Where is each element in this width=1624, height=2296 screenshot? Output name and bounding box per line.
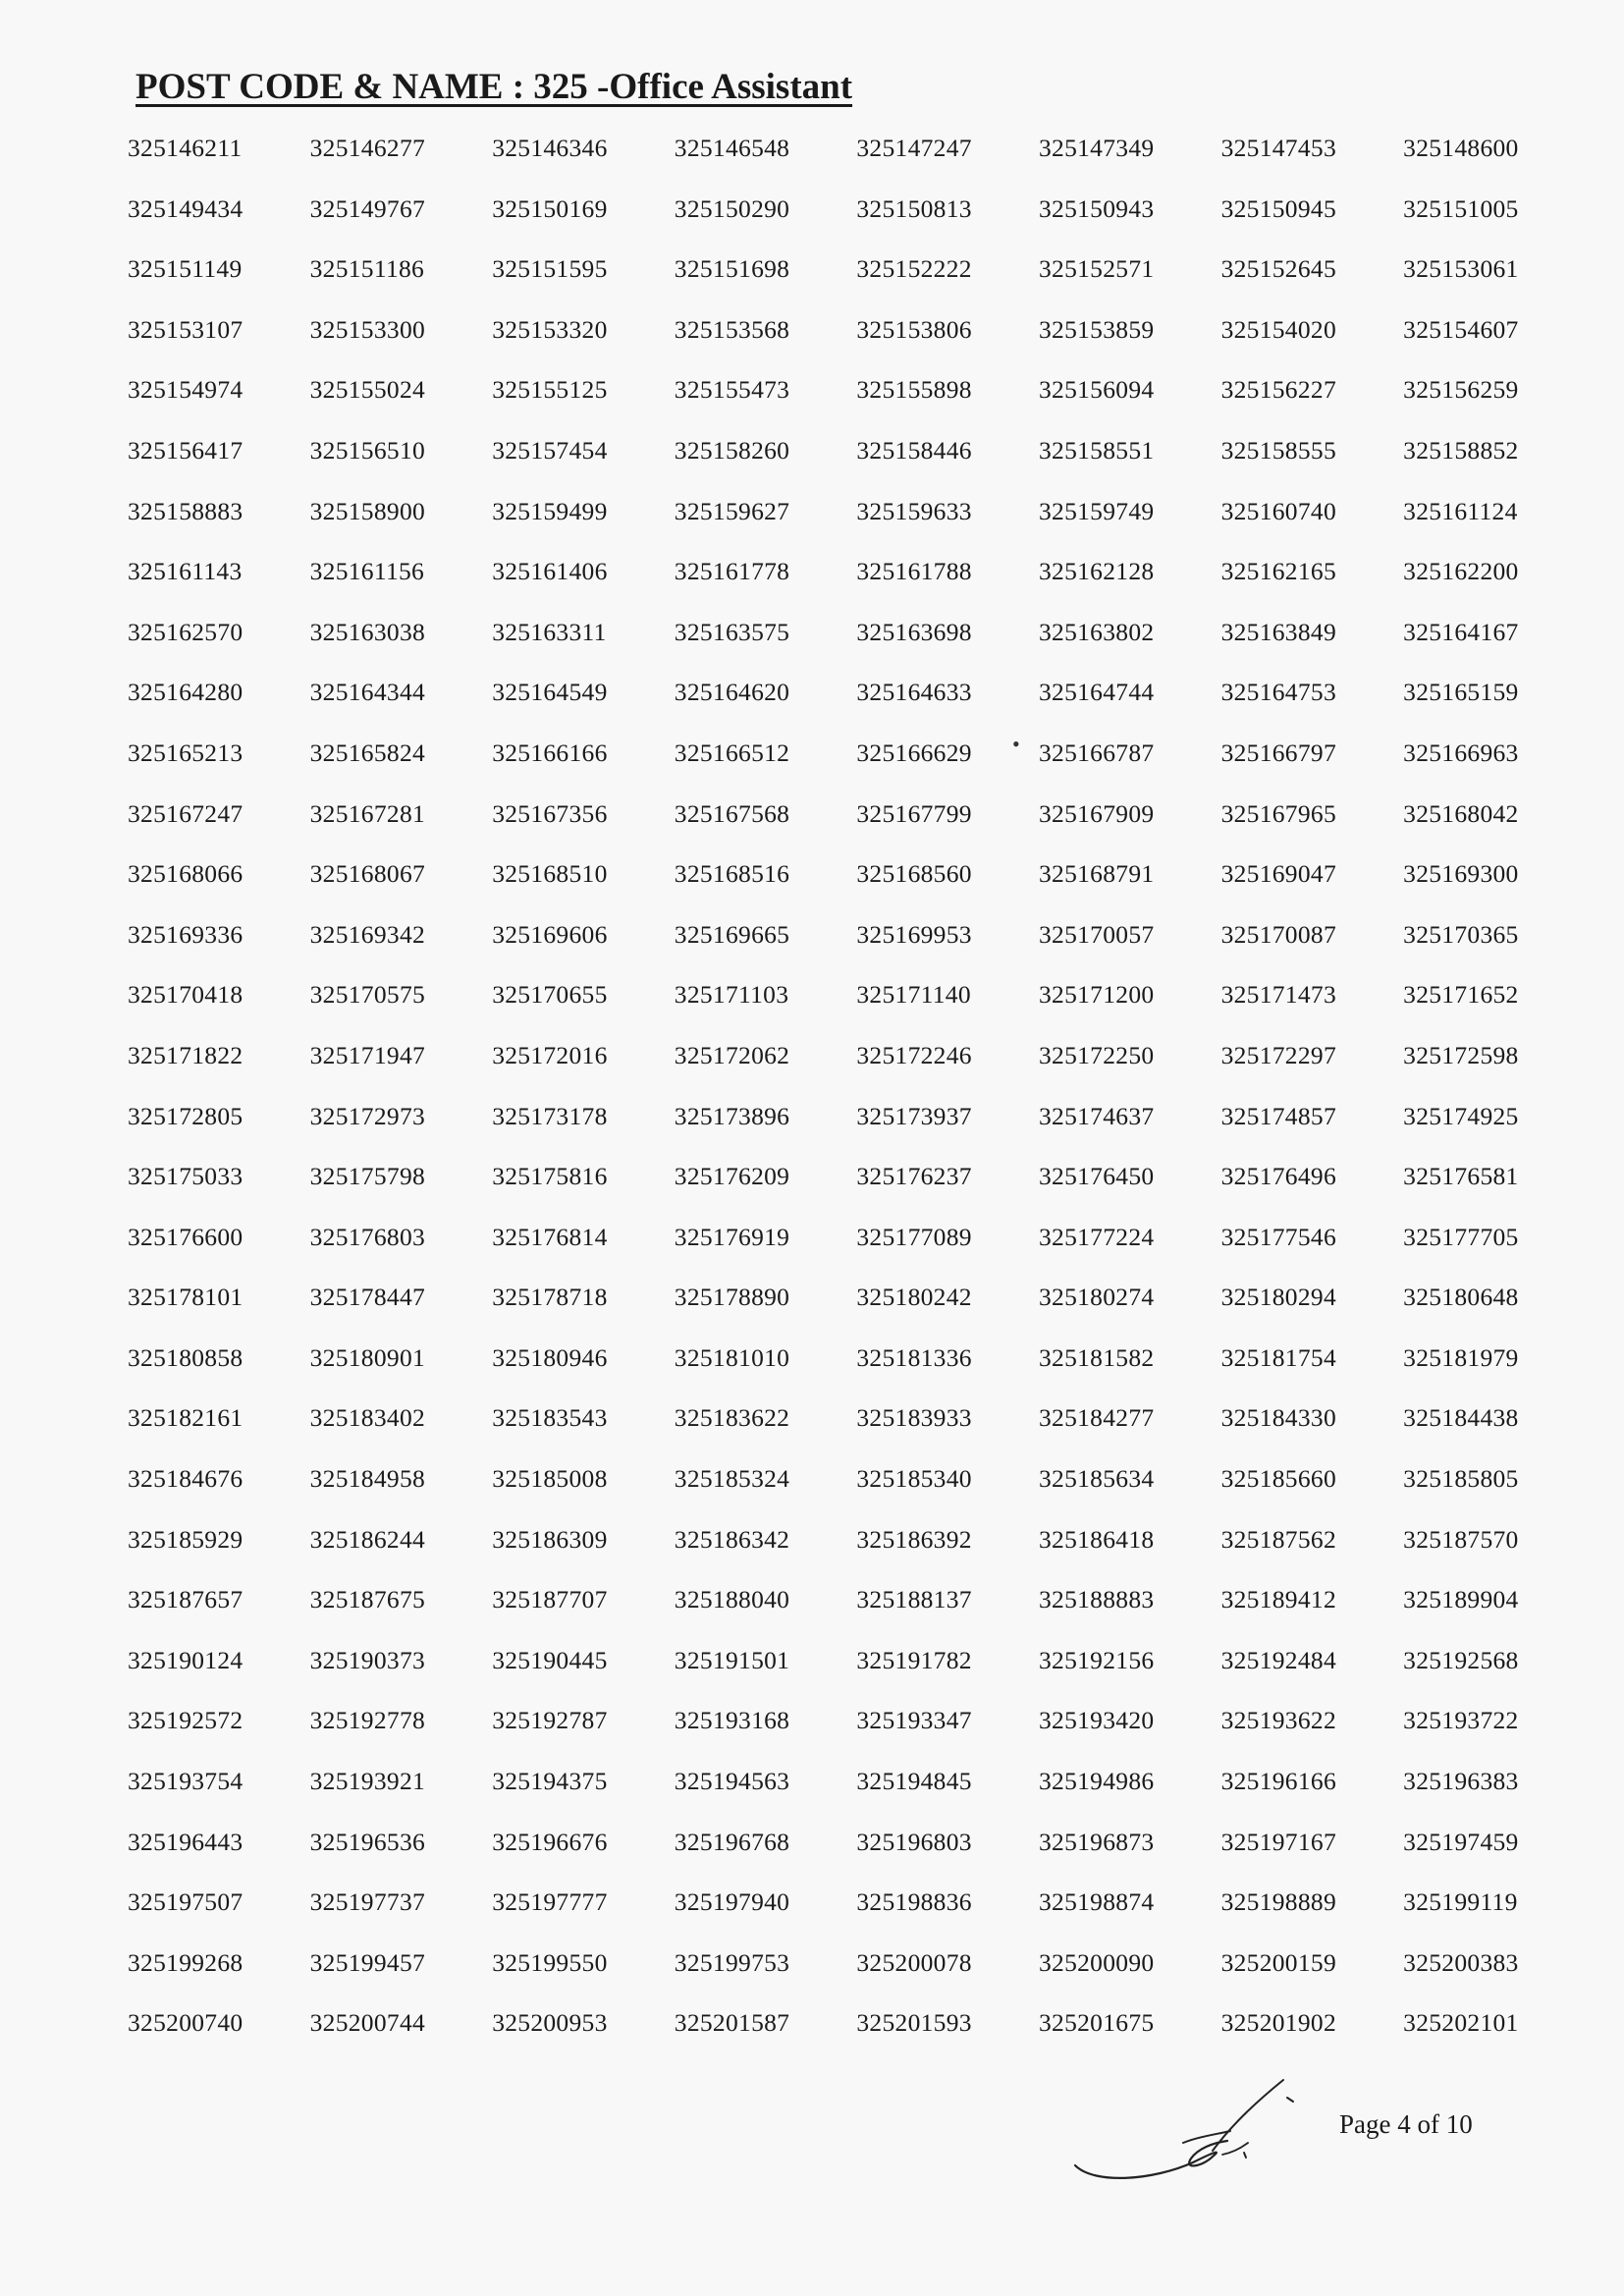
roll-number-cell: 325164633 <box>856 678 972 707</box>
roll-number-cell: 325153061 <box>1403 254 1519 284</box>
roll-number-cell: 325170418 <box>128 980 244 1010</box>
roll-number-cell: 325176814 <box>492 1222 608 1251</box>
roll-number-cell: 325158900 <box>309 496 426 525</box>
roll-number-cell: 325196873 <box>1038 1827 1155 1856</box>
roll-number-cell: 325147453 <box>1220 134 1337 162</box>
roll-number-cell: 325167909 <box>1038 798 1155 828</box>
roll-number-cell: 325171947 <box>309 1040 426 1069</box>
roll-number-cell: 325184277 <box>1038 1403 1155 1433</box>
roll-number-cell: 325170057 <box>1038 919 1155 949</box>
roll-number-cell: 325184676 <box>128 1464 244 1494</box>
roll-number-cell: 325167568 <box>674 798 790 828</box>
roll-number-cell: 325150945 <box>1220 193 1337 223</box>
roll-number-cell: 325155898 <box>856 375 972 405</box>
roll-number-cell: 325177705 <box>1403 1222 1519 1251</box>
roll-number-cell: 325158551 <box>1038 435 1155 465</box>
roll-number-cell: 325171103 <box>674 980 789 1010</box>
roll-number-cell: 325171473 <box>1220 980 1337 1010</box>
roll-number-cell: 325191782 <box>856 1645 972 1674</box>
roll-number-cell: 325158883 <box>128 496 244 525</box>
roll-number-cell: 325171652 <box>1403 980 1519 1010</box>
roll-number-cell: 325168066 <box>128 859 244 889</box>
roll-number-cell: 325187570 <box>1403 1524 1519 1554</box>
roll-number-cell: 325188040 <box>674 1585 790 1614</box>
roll-number-cell: 325151149 <box>128 254 243 284</box>
roll-number-cell: 325196536 <box>309 1827 426 1856</box>
roll-number-cell: 325146211 <box>128 134 243 162</box>
roll-number-cell: 325193420 <box>1038 1706 1155 1735</box>
roll-number-cell: 325158852 <box>1403 435 1519 465</box>
roll-number-cell: 325173896 <box>674 1101 790 1130</box>
roll-number-cell: 325181979 <box>1403 1342 1519 1372</box>
roll-number-cell: 325164280 <box>128 678 244 707</box>
roll-number-cell: 325165824 <box>309 738 426 767</box>
roll-number-cell: 325202101 <box>1403 2008 1519 2038</box>
roll-number-cell: 325185340 <box>856 1464 972 1494</box>
roll-number-cell: 325200740 <box>128 2008 244 2038</box>
roll-number-cell: 325169665 <box>674 919 790 949</box>
roll-number-cell: 325162128 <box>1038 557 1155 586</box>
roll-number-cell: 325161156 <box>309 557 425 586</box>
roll-number-cell: 325146346 <box>492 134 608 162</box>
roll-number-cell: 325171140 <box>856 980 971 1010</box>
roll-number-cell: 325176496 <box>1220 1162 1337 1191</box>
roll-number-cell: 325197777 <box>492 1887 608 1917</box>
roll-number-cell: 325176600 <box>128 1222 244 1251</box>
roll-number-cell: 325184330 <box>1220 1403 1337 1433</box>
roll-number-cell: 325180274 <box>1038 1283 1155 1312</box>
roll-number-cell: 325174925 <box>1403 1101 1519 1130</box>
roll-number-cell: 325181754 <box>1220 1342 1337 1372</box>
roll-number-cell: 325196676 <box>492 1827 608 1856</box>
roll-number-cell: 325155024 <box>309 375 426 405</box>
roll-number-cell: 325159499 <box>492 496 608 525</box>
roll-number-cell: 325165213 <box>128 738 244 767</box>
roll-number-cell: 325187657 <box>128 1585 244 1614</box>
roll-number-cell: 325185324 <box>674 1464 790 1494</box>
roll-number-cell: 325164744 <box>1038 678 1155 707</box>
roll-number-cell: 325193921 <box>309 1767 426 1796</box>
roll-number-cell: 325180858 <box>128 1342 244 1372</box>
roll-number-cell: 325186342 <box>674 1524 790 1554</box>
roll-number-cell: 325180294 <box>1220 1283 1337 1312</box>
roll-number-cell: 325192778 <box>309 1706 426 1735</box>
roll-number-cell: 325163575 <box>674 617 790 646</box>
roll-number-cell: 325186392 <box>856 1524 972 1554</box>
roll-number-cell: 325191501 <box>674 1645 790 1674</box>
roll-number-cell: 325201593 <box>856 2008 972 2038</box>
roll-number-cell: 325174857 <box>1220 1101 1337 1130</box>
roll-number-cell: 325180946 <box>492 1342 608 1372</box>
roll-number-cell: 325190124 <box>128 1645 244 1674</box>
page-number: Page 4 of 10 <box>1339 2109 1473 2139</box>
roll-number-cell: 325158260 <box>674 435 790 465</box>
roll-number-cell: 325187675 <box>309 1585 426 1614</box>
roll-number-cell: 325153806 <box>856 314 972 344</box>
roll-number-cell: 325185660 <box>1220 1464 1337 1494</box>
signature-image <box>1065 2072 1301 2200</box>
roll-number-cell: 325161778 <box>674 557 790 586</box>
roll-number-cell: 325198836 <box>856 1887 972 1917</box>
roll-number-cell: 325159633 <box>856 496 972 525</box>
roll-number-cell: 325149434 <box>128 193 244 223</box>
roll-number-cell: 325157454 <box>492 435 608 465</box>
roll-number-cell: 325158555 <box>1220 435 1337 465</box>
roll-number-cell: 325170087 <box>1220 919 1337 949</box>
roll-number-cell: 325161124 <box>1403 496 1518 525</box>
roll-number-cell: 325173178 <box>492 1101 608 1130</box>
roll-number-cell: 325196803 <box>856 1827 972 1856</box>
roll-number-cell: 325163849 <box>1220 617 1337 646</box>
stray-mark: • <box>1012 732 1020 756</box>
roll-number-cell: 325150813 <box>856 193 972 223</box>
roll-number-cell: 325177089 <box>856 1222 972 1251</box>
roll-number-cell: 325158446 <box>856 435 972 465</box>
roll-number-cell: 325170655 <box>492 980 608 1010</box>
roll-number-cell: 325180901 <box>309 1342 426 1372</box>
roll-number-grid <box>128 125 1551 2060</box>
roll-number-cell: 325181010 <box>674 1342 790 1372</box>
roll-number-cell: 325180648 <box>1403 1283 1519 1312</box>
roll-number-cell: 325166797 <box>1220 738 1337 767</box>
roll-number-cell: 325177224 <box>1038 1222 1155 1251</box>
roll-number-cell: 325186244 <box>309 1524 426 1554</box>
roll-number-cell: 325156259 <box>1403 375 1519 405</box>
roll-number-cell: 325156227 <box>1220 375 1337 405</box>
roll-number-cell: 325164549 <box>492 678 608 707</box>
roll-number-cell: 325189412 <box>1220 1585 1337 1614</box>
roll-number-cell: 325171822 <box>128 1040 244 1069</box>
roll-number-cell: 325176803 <box>309 1222 426 1251</box>
roll-number-cell: 325172297 <box>1220 1040 1337 1069</box>
roll-number-cell: 325164167 <box>1403 617 1519 646</box>
roll-number-cell: 325197507 <box>128 1887 244 1917</box>
roll-number-cell: 325176450 <box>1038 1162 1155 1191</box>
roll-number-cell: 325176237 <box>856 1162 972 1191</box>
roll-number-cell: 325185634 <box>1038 1464 1155 1494</box>
roll-number-cell: 325147349 <box>1038 134 1155 162</box>
roll-number-cell: 325201902 <box>1220 2008 1337 2038</box>
roll-number-cell: 325166512 <box>674 738 790 767</box>
roll-number-cell: 325154974 <box>128 375 244 405</box>
roll-number-cell: 325178890 <box>674 1283 790 1312</box>
roll-number-cell: 325183543 <box>492 1403 608 1433</box>
roll-number-cell: 325153568 <box>674 314 790 344</box>
roll-number-cell: 325160740 <box>1220 496 1337 525</box>
roll-number-cell: 325153320 <box>492 314 608 344</box>
roll-number-cell: 325152645 <box>1220 254 1337 284</box>
roll-number-cell: 325201587 <box>674 2008 790 2038</box>
roll-number-cell: 325172016 <box>492 1040 608 1069</box>
roll-number-cell: 325197167 <box>1220 1827 1337 1856</box>
roll-number-cell: 325172062 <box>674 1040 790 1069</box>
roll-number-cell: 325166787 <box>1038 738 1155 767</box>
roll-number-cell: 325189904 <box>1403 1585 1519 1614</box>
roll-number-cell: 325150169 <box>492 193 608 223</box>
roll-number-cell: 325167799 <box>856 798 972 828</box>
roll-number-cell: 325150290 <box>674 193 790 223</box>
roll-number-cell: 325190373 <box>309 1645 426 1674</box>
roll-number-cell: 325153107 <box>128 314 244 344</box>
roll-number-cell: 325193722 <box>1403 1706 1519 1735</box>
roll-number-cell: 325155473 <box>674 375 790 405</box>
roll-number-cell: 325146277 <box>309 134 426 162</box>
roll-number-cell: 325170575 <box>309 980 426 1010</box>
roll-number-cell: 325177546 <box>1220 1222 1337 1251</box>
roll-number-cell: 325196768 <box>674 1827 790 1856</box>
roll-number-cell: 325171200 <box>1038 980 1155 1010</box>
roll-number-cell: 325156510 <box>309 435 426 465</box>
roll-number-cell: 325169047 <box>1220 859 1337 889</box>
roll-number-cell: 325175798 <box>309 1162 426 1191</box>
roll-number-cell: 325159627 <box>674 496 790 525</box>
roll-number-cell: 325170365 <box>1403 919 1519 949</box>
roll-number-cell: 325176581 <box>1403 1162 1519 1191</box>
roll-number-cell: 325198889 <box>1220 1887 1337 1917</box>
roll-number-cell: 325188883 <box>1038 1585 1155 1614</box>
roll-number-cell: 325147247 <box>856 134 972 162</box>
roll-number-cell: 325164620 <box>674 678 790 707</box>
roll-number-cell: 325154020 <box>1220 314 1337 344</box>
roll-number-cell: 325200090 <box>1038 1947 1155 1977</box>
roll-number-cell: 325199457 <box>309 1947 426 1977</box>
roll-number-cell: 325176919 <box>674 1222 790 1251</box>
roll-number-cell: 325194375 <box>492 1767 608 1796</box>
roll-number-cell: 325172250 <box>1038 1040 1155 1069</box>
roll-number-cell: 325196383 <box>1403 1767 1519 1796</box>
roll-number-cell: 325200078 <box>856 1947 972 1977</box>
roll-number-cell: 325165159 <box>1403 678 1519 707</box>
roll-number-cell: 325184438 <box>1403 1403 1519 1433</box>
roll-number-cell: 325199119 <box>1403 1887 1518 1917</box>
roll-number-cell: 325162570 <box>128 617 244 646</box>
roll-number-cell: 325192156 <box>1038 1645 1155 1674</box>
roll-number-cell: 325197737 <box>309 1887 426 1917</box>
roll-number-cell: 325153300 <box>309 314 426 344</box>
roll-number-cell: 325198874 <box>1038 1887 1155 1917</box>
roll-number-cell: 325175816 <box>492 1162 608 1191</box>
roll-number-cell: 325172805 <box>128 1101 244 1130</box>
roll-number-cell: 325197459 <box>1403 1827 1519 1856</box>
roll-number-cell: 325167965 <box>1220 798 1337 828</box>
roll-number-cell: 325184958 <box>309 1464 426 1494</box>
roll-number-cell: 325168042 <box>1403 798 1519 828</box>
roll-number-cell: 325169336 <box>128 919 244 949</box>
roll-number-cell: 325200744 <box>309 2008 426 2038</box>
roll-number-cell: 325199268 <box>128 1947 244 1977</box>
roll-number-cell: 325168510 <box>492 859 608 889</box>
roll-number-cell: 325163802 <box>1038 617 1155 646</box>
roll-number-cell: 325185008 <box>492 1464 608 1494</box>
roll-number-cell: 325168067 <box>309 859 426 889</box>
roll-number-cell: 325199550 <box>492 1947 608 1977</box>
roll-number-cell: 325146548 <box>674 134 790 162</box>
roll-number-cell: 325169953 <box>856 919 972 949</box>
roll-number-cell: 325178718 <box>492 1283 608 1312</box>
roll-number-cell: 325172246 <box>856 1040 972 1069</box>
roll-number-cell: 325192568 <box>1403 1645 1519 1674</box>
roll-number-cell: 325187707 <box>492 1585 608 1614</box>
roll-number-cell: 325192484 <box>1220 1645 1337 1674</box>
roll-number-cell: 325161406 <box>492 557 608 586</box>
roll-number-cell: 325182161 <box>128 1403 244 1433</box>
roll-number-cell: 325181582 <box>1038 1342 1155 1372</box>
roll-number-cell: 325150943 <box>1038 193 1155 223</box>
roll-number-cell: 325164344 <box>309 678 426 707</box>
roll-number-cell: 325151595 <box>492 254 608 284</box>
roll-number-cell: 325173937 <box>856 1101 972 1130</box>
roll-number-cell: 325193622 <box>1220 1706 1337 1735</box>
roll-number-cell: 325162165 <box>1220 557 1337 586</box>
roll-number-cell: 325200953 <box>492 2008 608 2038</box>
roll-number-cell: 325194845 <box>856 1767 972 1796</box>
roll-number-cell: 325186309 <box>492 1524 608 1554</box>
roll-number-cell: 325181336 <box>856 1342 972 1372</box>
roll-number-cell: 325151186 <box>309 254 425 284</box>
roll-number-cell: 325193347 <box>856 1706 972 1735</box>
roll-number-cell: 325175033 <box>128 1162 244 1191</box>
roll-number-cell: 325169300 <box>1403 859 1519 889</box>
roll-number-cell: 325185805 <box>1403 1464 1519 1494</box>
page-title: POST CODE & NAME : 325 -Office Assistant <box>135 67 853 107</box>
roll-number-cell: 325188137 <box>856 1585 972 1614</box>
roll-number-cell: 325151698 <box>674 254 790 284</box>
roll-number-cell: 325196166 <box>1220 1767 1337 1796</box>
roll-number-cell: 325185929 <box>128 1524 244 1554</box>
roll-number-cell: 325194986 <box>1038 1767 1155 1796</box>
roll-number-cell: 325192572 <box>128 1706 244 1735</box>
roll-number-cell: 325154607 <box>1403 314 1519 344</box>
roll-number-cell: 325166963 <box>1403 738 1519 767</box>
roll-number-cell: 325183402 <box>309 1403 426 1433</box>
roll-number-cell: 325156094 <box>1038 375 1155 405</box>
roll-number-cell: 325180242 <box>856 1283 972 1312</box>
roll-number-cell: 325163038 <box>309 617 426 646</box>
roll-number-cell: 325183933 <box>856 1403 972 1433</box>
roll-number-cell: 325169342 <box>309 919 426 949</box>
roll-number-cell: 325196443 <box>128 1827 244 1856</box>
roll-number-cell: 325152222 <box>856 254 972 284</box>
roll-number-cell: 325190445 <box>492 1645 608 1674</box>
roll-number-cell: 325151005 <box>1403 193 1519 223</box>
roll-number-cell: 325156417 <box>128 435 244 465</box>
roll-number-cell: 325161143 <box>128 557 243 586</box>
roll-number-cell: 325200383 <box>1403 1947 1519 1977</box>
roll-number-cell: 325172598 <box>1403 1040 1519 1069</box>
roll-number-cell: 325201675 <box>1038 2008 1155 2038</box>
roll-number-cell: 325174637 <box>1038 1101 1155 1130</box>
roll-number-cell: 325166629 <box>856 738 972 767</box>
roll-number-cell: 325169606 <box>492 919 608 949</box>
roll-number-cell: 325199753 <box>674 1947 790 1977</box>
roll-number-cell: 325161788 <box>856 557 972 586</box>
roll-number-cell: 325168791 <box>1038 859 1155 889</box>
roll-number-cell: 325167281 <box>309 798 426 828</box>
roll-number-cell: 325172973 <box>309 1101 426 1130</box>
roll-number-cell: 325187562 <box>1220 1524 1337 1554</box>
roll-number-cell: 325166166 <box>492 738 608 767</box>
roll-number-cell: 325163698 <box>856 617 972 646</box>
roll-number-cell: 325167247 <box>128 798 244 828</box>
roll-number-cell: 325200159 <box>1220 1947 1337 1977</box>
roll-number-cell: 325149767 <box>309 193 426 223</box>
roll-number-cell: 325163311 <box>492 617 607 646</box>
roll-number-cell: 325197940 <box>674 1887 790 1917</box>
roll-number-cell: 325153859 <box>1038 314 1155 344</box>
roll-number-cell: 325167356 <box>492 798 608 828</box>
roll-number-cell: 325168560 <box>856 859 972 889</box>
roll-number-cell: 325183622 <box>674 1403 790 1433</box>
roll-number-cell: 325152571 <box>1038 254 1155 284</box>
roll-number-cell: 325148600 <box>1403 134 1519 162</box>
roll-number-cell: 325162200 <box>1403 557 1519 586</box>
roll-number-cell: 325194563 <box>674 1767 790 1796</box>
roll-number-cell: 325178101 <box>128 1283 244 1312</box>
roll-number-cell: 325178447 <box>309 1283 426 1312</box>
roll-number-cell: 325176209 <box>674 1162 790 1191</box>
roll-number-cell: 325193754 <box>128 1767 244 1796</box>
roll-number-cell: 325159749 <box>1038 496 1155 525</box>
roll-number-cell: 325164753 <box>1220 678 1337 707</box>
roll-number-cell: 325155125 <box>492 375 608 405</box>
roll-number-cell: 325192787 <box>492 1706 608 1735</box>
roll-number-cell: 325168516 <box>674 859 790 889</box>
roll-number-cell: 325186418 <box>1038 1524 1155 1554</box>
roll-number-cell: 325193168 <box>674 1706 790 1735</box>
